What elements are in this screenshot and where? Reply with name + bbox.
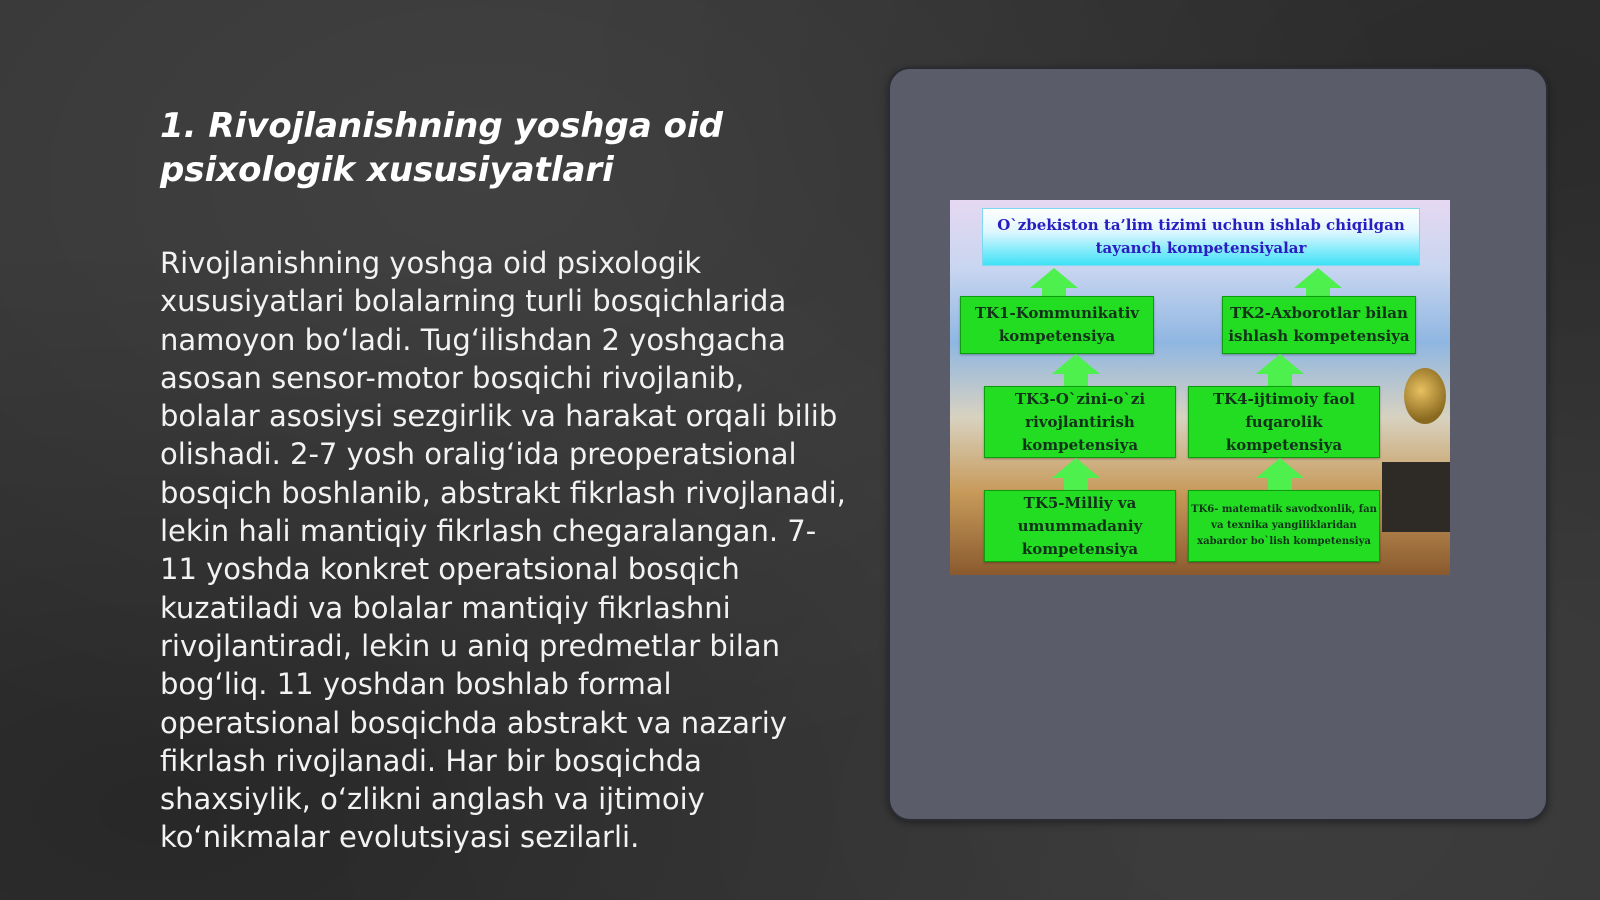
decor-dark-panel [1382, 462, 1450, 532]
tk3-label: TK3-O`zini-o`zi rivojlantirish kompetensiya [1014, 389, 1146, 454]
arrow-up-icon [1052, 458, 1100, 478]
tk4-label: TK4-ijtimoiy faol fuqarolik kompetensiya [1212, 389, 1355, 454]
arrow-stem [1064, 478, 1088, 490]
tk2-box [1222, 296, 1416, 354]
arrow-stem [1064, 374, 1088, 386]
tk1-box [960, 296, 1154, 354]
tk6-box [1188, 490, 1380, 562]
arrow-up-icon [1256, 458, 1304, 478]
slide-title: 1. Rivojlanishning yoshga oid psixologik xususiyatlari [160, 106, 723, 190]
tk1-label: TK1-Kommunikativ kompetensiya [974, 304, 1140, 345]
tk4-box [1188, 386, 1380, 458]
arrow-up-icon [1030, 268, 1078, 288]
arrow-up-icon [1294, 268, 1342, 288]
arrow-stem [1268, 478, 1292, 490]
slide-body-text: Rivojlanishning yoshga oid psixologik xususiyatlari bolalarning turli bosqichlarida namoyon boʻladi. Tugʻilishdan 2 yoshgacha asosan sensor-motor bosqichi rivojlanib, bolalar asosiysi sezgirlik va harakat orqali bilib olishadi. 2-7 yosh oraligʻida preoperatsional bosqich boshlanib, abstrakt fikrlash rivojlanadi, lekin hali mantiqiy fikrlash chegaralangan. 7-11 yoshda konkret operatsional bosqich kuzatiladi va bolalar mantiqiy fikrlashni rivojlantiradi, lekin u aniq predmetlar bilan bogʻliq. 11 yoshdan boshlab formal operatsional bosqichda abstrakt va nazariy fikrlash rivojlanadi. Har bir bosqichda shaxsiylik, oʻzlikni anglash va ijtimoiy koʻnikmalar evolutsiyasi sezilarli. [160, 246, 846, 855]
globe-icon [1404, 368, 1446, 424]
arrow-up-icon [1052, 354, 1100, 374]
diagram-banner: O`zbekiston ta’lim tizimi uchun ishlab chiqilgan tayanch kompetensiyalar [982, 208, 1420, 266]
tk5-label: TK5-Milliy va umummadaniy kompetensiya [1017, 493, 1143, 558]
arrow-stem [1042, 288, 1066, 296]
arrow-stem [1268, 374, 1292, 386]
arrow-stem [1306, 288, 1330, 296]
tk2-label: TK2-Axborotlar bilan ishlash kompetensiya [1228, 304, 1410, 345]
competency-diagram-image [950, 200, 1450, 575]
arrow-up-icon [1256, 354, 1304, 374]
tk5-box [984, 490, 1176, 562]
tk3-box [984, 386, 1176, 458]
tk6-label: TK6- matematik savodxonlik, fan va texnika yangiliklaridan xabardor bo`lish kompetensiya [1191, 504, 1377, 547]
